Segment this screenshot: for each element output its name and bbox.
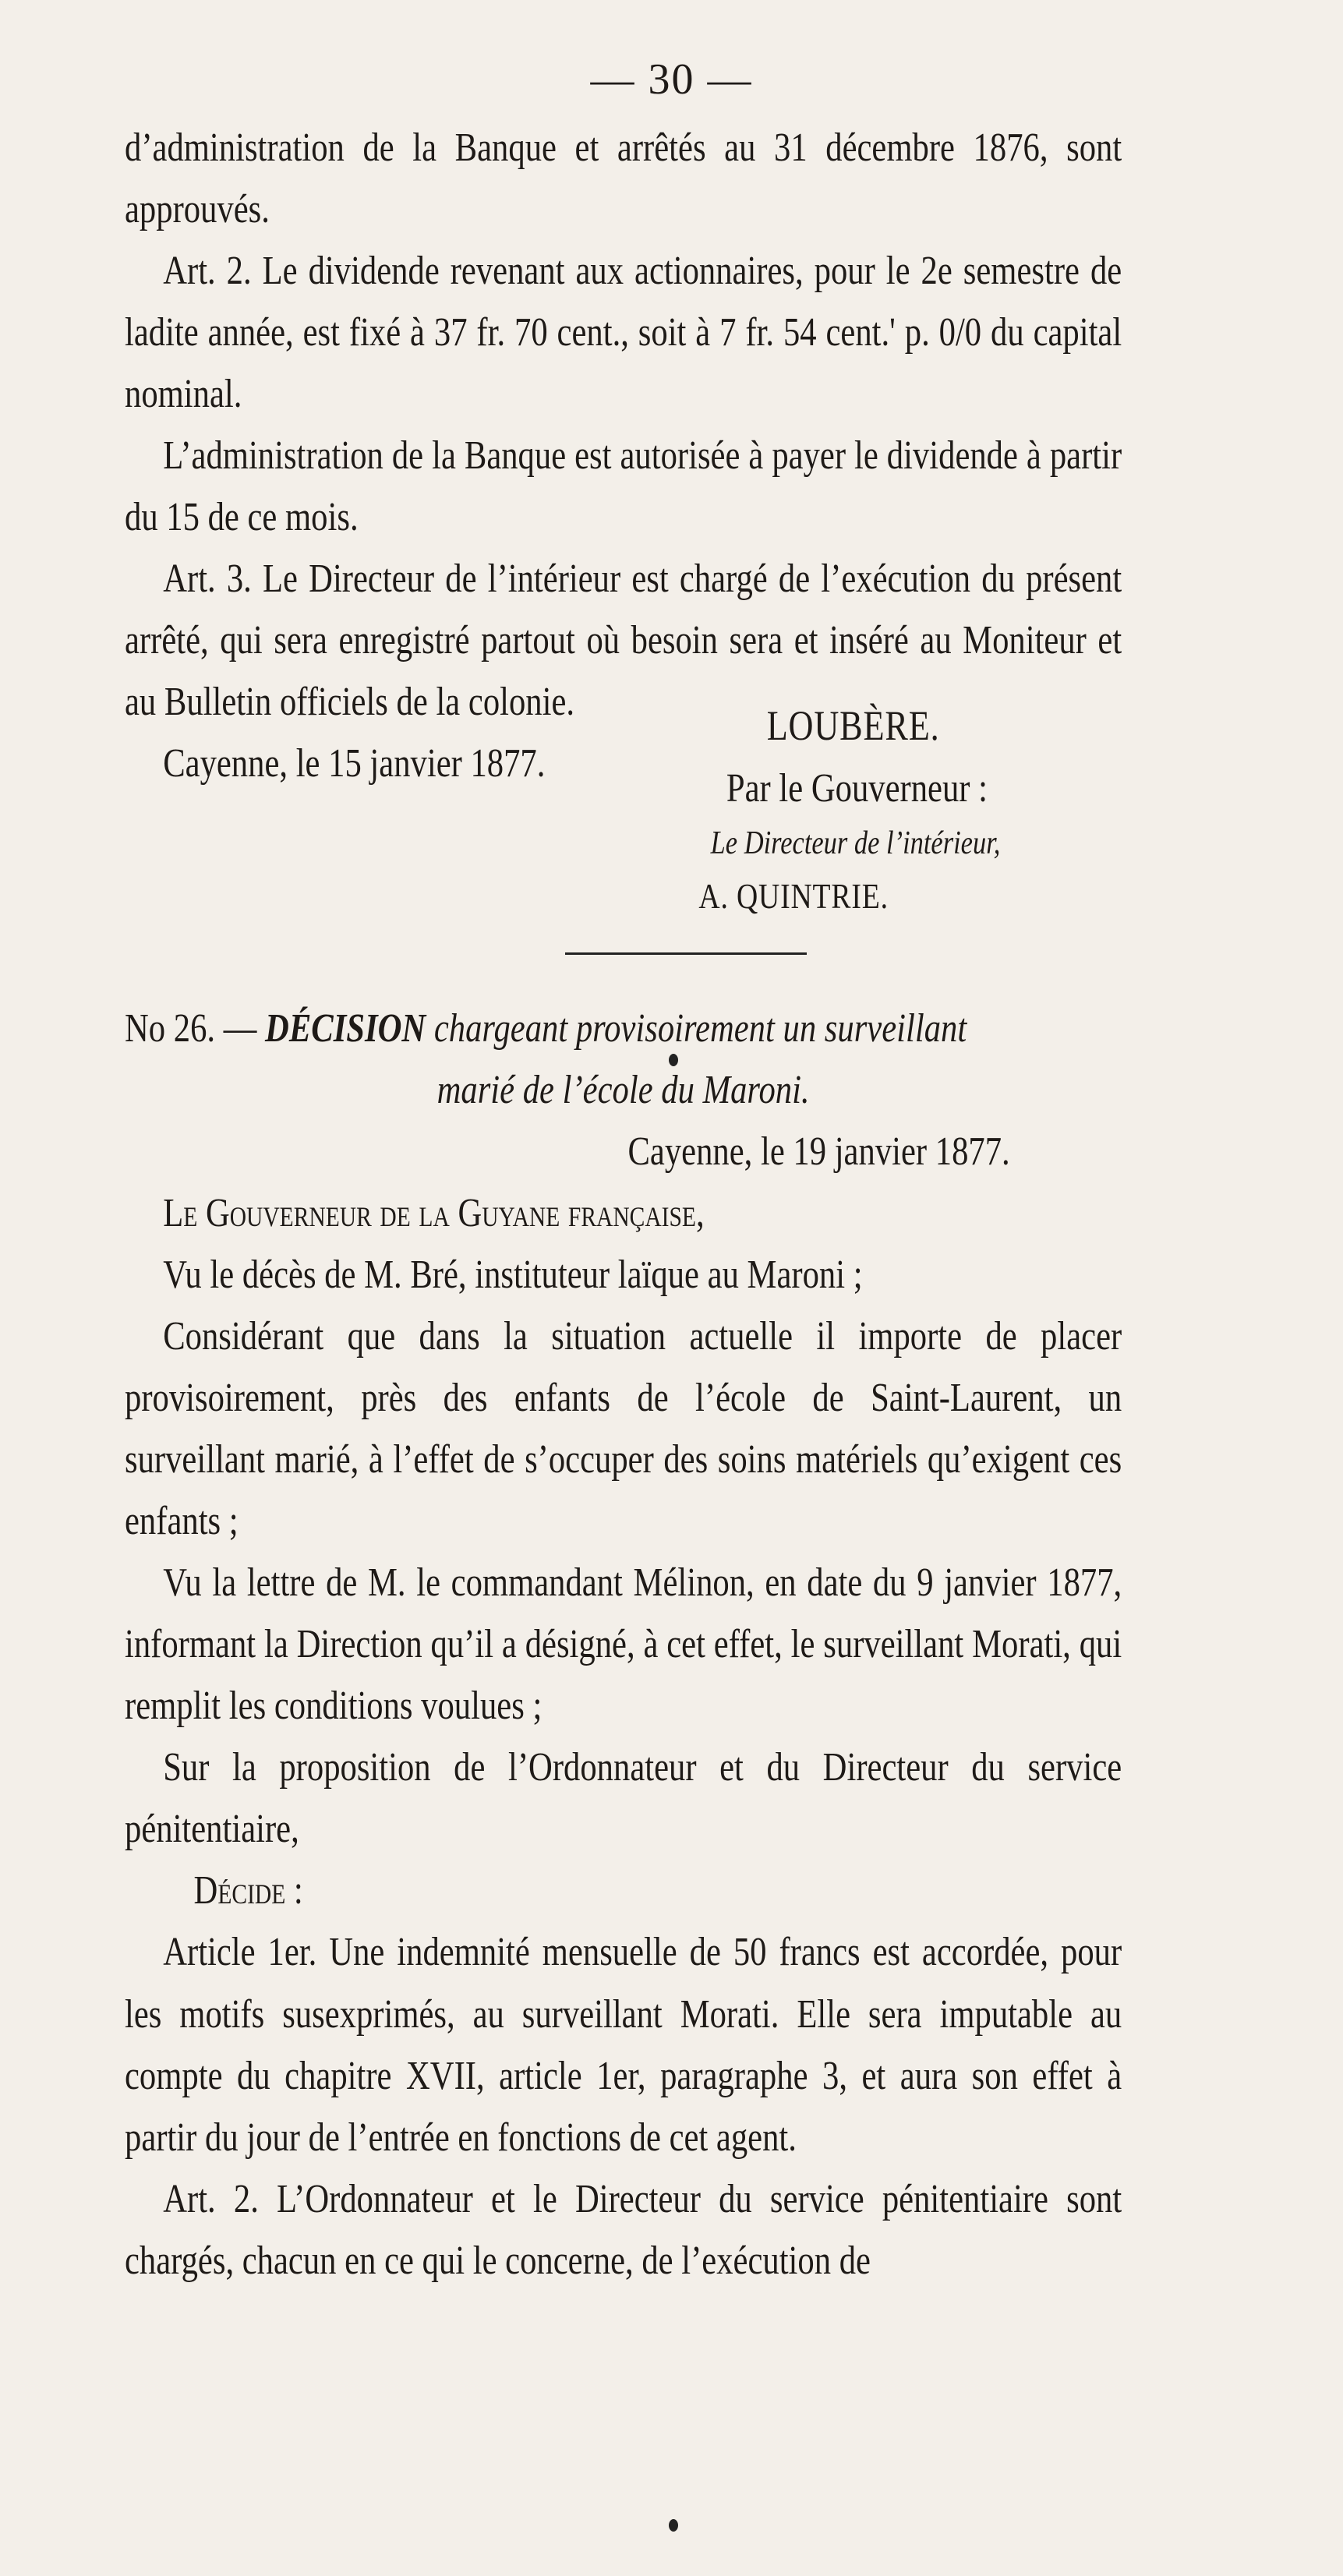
paragraph-art3: Art. 3. Le Directeur de l’intérieur est chargé de l’exécution du présent arrêté, qui sera enregistré partout où besoin sera et inséré au Moniteur et au Bulletin officiels de la colonie.: [125, 557, 1122, 725]
consideration-situation: Considérant que dans la situation actuelle il importe de placer provisoirement, près des enfants de l’école de Saint-Laurent, un surveillant marié, à l’effet de s’occuper des soins matériels qu’exigent ces enfants ;: [125, 1314, 1122, 1544]
decision-block: [125, 998, 1122, 2292]
page-number: — 30 —: [590, 55, 753, 104]
ink-dot-mark: [669, 1054, 678, 1066]
paragraph-date-place: Cayenne, le 15 janvier 1877.: [163, 741, 546, 786]
consideration-proposal: Sur la proposition de l’Ordonnateur et du Directeur du service pénitentiaire,: [125, 1745, 1122, 1852]
decision-title-line2: marié de l’école du Maroni.: [436, 1068, 810, 1113]
article-2: Art. 2. L’Ordonnateur et le Directeur du service pénitentiaire sont chargés, chacun en ce qui le concerne, de l’exécution de: [125, 2176, 1122, 2283]
signature-by-governor: Par le Gouverneur :: [726, 766, 988, 811]
decision-title-line1: chargeant provisoirement un surveillant: [433, 1006, 967, 1051]
signature-director-name: A. QUINTRIE.: [698, 875, 889, 916]
decision-governor: Le Gouverneur de la Guyane française,: [163, 1191, 705, 1236]
article-1: Article 1er. Une indemnité mensuelle de 50 francs est accordée, pour les motifs susexprimés, au surveillant Morati. Elle sera imputable au compte du chapitre XVII, article 1er, paragraphe 3, et aura son effet à partir du jour de l’entrée en fonctions de cet agent.: [125, 1930, 1122, 2160]
section-divider: [565, 952, 807, 955]
text-block-top: [125, 117, 1122, 794]
paragraph-payment: L’administration de la Banque est autorisée à payer le dividende à partir du 15 de ce mois.: [125, 433, 1122, 540]
signature-block: [125, 694, 1122, 924]
decision-date: Cayenne, le 19 janvier 1877.: [627, 1129, 1010, 1175]
decision-heading: [125, 998, 1122, 1059]
paragraph-approval: d’administration de la Banque et arrêtés au 31 décembre 1876, sont approuvés.: [125, 125, 1122, 232]
consideration-letter: Vu la lettre de M. le commandant Mélinon, en date du 9 janvier 1877, informant la Direction qu’il a désigné, à cet effet, le surveillant Morati, qui remplit les conditions voulues ;: [125, 1560, 1122, 1729]
signature-name: LOUBÈRE.: [766, 702, 940, 749]
paragraph-art2: Art. 2. Le dividende revenant aux actionnaires, pour le 2e semestre de ladite année, est fixé à 37 fr. 70 cent., soit à 7 fr. 54 cent.' p. 0/0 du capital nominal.: [125, 249, 1122, 417]
decision-number: No 26. —: [125, 1006, 257, 1051]
consideration-death: Vu le décès de M. Bré, instituteur laïque au Maroni ;: [163, 1253, 863, 1298]
decide-heading: Décide :: [193, 1868, 303, 1913]
signature-director-title: Le Directeur de l’intérieur,: [710, 825, 1001, 862]
decision-word: DÉCISION: [265, 1006, 426, 1051]
ink-dot-mark-bottom: [669, 2519, 678, 2532]
